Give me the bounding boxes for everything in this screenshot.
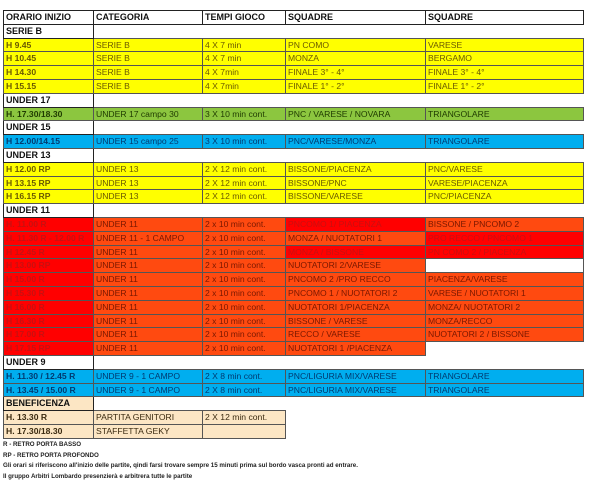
section-title[interactable]: SERIE B: [4, 24, 94, 38]
table-row: [4, 217, 584, 231]
cell-tempi[interactable]: 2 X 8 min cont.: [203, 383, 286, 397]
cell-orario[interactable]: H 15.00 R: [4, 273, 94, 287]
table-row: [4, 38, 584, 52]
table-row: [4, 245, 584, 259]
cell-squadra-1[interactable]: RECCO / VARESE: [286, 328, 426, 342]
cell-squadra-2[interactable]: BISSONE / PNCOMO 2: [426, 217, 584, 231]
cell-categoria[interactable]: UNDER 13: [94, 176, 203, 190]
cell-squadra-1[interactable]: FINALE 1° - 2°: [286, 79, 426, 93]
cell-tempi[interactable]: 2 X 8 min cont.: [203, 369, 286, 383]
table-row: [4, 190, 584, 204]
cell-tempi[interactable]: 2 x 10 min cont.: [203, 245, 286, 259]
cell-categoria[interactable]: UNDER 11: [94, 273, 203, 287]
cell-categoria[interactable]: UNDER 11: [94, 245, 203, 259]
cell-orario[interactable]: H 17.15 RP: [4, 342, 94, 356]
cell-tempi[interactable]: 4 X 7 min: [203, 38, 286, 52]
cell-squadra-1[interactable]: PN COMO: [286, 38, 426, 52]
cell-squadra-1[interactable]: MONZA / NUOTATORI 1: [286, 231, 426, 245]
cell-orario[interactable]: H 17.00 R: [4, 328, 94, 342]
cell-categoria[interactable]: UNDER 11: [94, 342, 203, 356]
cell-tempi[interactable]: 2 X 12 min cont.: [203, 411, 286, 425]
header-orario[interactable]: ORARIO INIZIO: [4, 11, 94, 25]
cell-tempi[interactable]: 2 X 12 min cont.: [203, 162, 286, 176]
cell-squadra-2[interactable]: TRIANGOLARE: [426, 383, 584, 397]
cell-squadra-1[interactable]: [286, 424, 426, 438]
cell-orario[interactable]: H. 13.45 / 15.00 R: [4, 383, 94, 397]
section-row: [4, 93, 584, 107]
table-row: [4, 107, 584, 121]
cell-squadra-1[interactable]: NUOTATORI 2/VARESE: [286, 259, 426, 273]
table-row: [4, 328, 584, 342]
cell-orario[interactable]: H 13.15 RP: [4, 176, 94, 190]
table-row: [4, 162, 584, 176]
cell-orario[interactable]: H. 11.00 R: [4, 217, 94, 231]
cell-squadra-2[interactable]: TRIANGOLARE: [426, 107, 584, 121]
cell-squadra-2[interactable]: FINALE 3° - 4°: [426, 66, 584, 80]
cell-categoria[interactable]: SERIE B: [94, 66, 203, 80]
cell-orario[interactable]: H 16.00 R: [4, 300, 94, 314]
cell-categoria[interactable]: STAFFETTA GEKY: [94, 424, 203, 438]
cell-squadra-1[interactable]: PNCOMO 1/ PIACENZA: [286, 217, 426, 231]
cell-squadra-2[interactable]: VARESE / NUOTATORI 1: [426, 286, 584, 300]
cell-orario[interactable]: H 16.15 RP: [4, 190, 94, 204]
table-row: [4, 176, 584, 190]
section-spacer: [94, 24, 584, 38]
table-row: [4, 273, 584, 287]
section-spacer: [94, 355, 584, 369]
note-timing: Gli orari si riferiscono all'inizio delle partite, qindi farsi trovare sempre 15 minuti prima sul bordo vasca pronti ad entrare.: [3, 462, 358, 469]
header-squadre-1[interactable]: SQUADRE: [286, 11, 426, 25]
cell-orario[interactable]: H 12.45 R: [4, 245, 94, 259]
cell-tempi[interactable]: 2 x 10 min cont.: [203, 217, 286, 231]
note-legend-rp: RP - RETRO PORTA PROFONDO: [3, 451, 99, 459]
table-row: [4, 259, 584, 273]
table-row: [4, 314, 584, 328]
cell-orario[interactable]: H. 11.30 R - 12.00 R: [4, 231, 94, 245]
cell-orario[interactable]: H 15.30 R: [4, 286, 94, 300]
cell-categoria[interactable]: UNDER 11 - 1 CAMPO: [94, 231, 203, 245]
cell-squadra-1[interactable]: PNC / VARESE / NOVARA: [286, 107, 426, 121]
section-row: [4, 204, 584, 218]
cell-squadra-2[interactable]: BERGAMO: [426, 52, 584, 66]
section-title[interactable]: UNDER 17: [4, 93, 94, 107]
header-tempi[interactable]: TEMPI GIOCO: [203, 11, 286, 25]
section-spacer: [94, 204, 584, 218]
table-row: [4, 52, 584, 66]
cell-categoria[interactable]: UNDER 13: [94, 190, 203, 204]
cell-categoria[interactable]: UNDER 11: [94, 328, 203, 342]
table-row: [4, 342, 584, 356]
cell-squadra-2[interactable]: MONZA/RECCO: [426, 314, 584, 328]
cell-tempi[interactable]: 2 x 10 min cont.: [203, 286, 286, 300]
notes: [3, 440, 358, 482]
section-title[interactable]: UNDER 13: [4, 148, 94, 162]
table-row: [4, 300, 584, 314]
cell-categoria[interactable]: UNDER 15 campo 25: [94, 135, 203, 149]
table-row: [4, 79, 584, 93]
cell-orario[interactable]: H. 11.30 / 12.45 R: [4, 369, 94, 383]
cell-tempi[interactable]: 3 X 10 min cont.: [203, 107, 286, 121]
cell-tempi[interactable]: 4 X 7min: [203, 66, 286, 80]
cell-categoria[interactable]: UNDER 13: [94, 162, 203, 176]
cell-squadra-2[interactable]: FINALE 1° - 2°: [426, 79, 584, 93]
cell-categoria[interactable]: UNDER 11: [94, 259, 203, 273]
cell-squadra-1[interactable]: PNCOMO 1 / NUOTATORI 2: [286, 286, 426, 300]
table-row: [4, 231, 584, 245]
table-row: [4, 424, 584, 438]
cell-categoria[interactable]: UNDER 11: [94, 286, 203, 300]
cell-squadra-2[interactable]: TRIANGOLARE: [426, 135, 584, 149]
section-spacer: [94, 148, 584, 162]
cell-tempi[interactable]: 4 X 7min: [203, 79, 286, 93]
section-spacer: [94, 121, 584, 135]
cell-tempi[interactable]: 2 x 10 min cont.: [203, 300, 286, 314]
cell-squadra-2[interactable]: PN COMO 2 / PIACENZA: [426, 245, 584, 259]
cell-squadra-1[interactable]: MONZA / BISSONE: [286, 245, 426, 259]
cell-tempi[interactable]: 2 x 10 min cont.: [203, 259, 286, 273]
cell-squadra-1[interactable]: BISSONE/PIACENZA: [286, 162, 426, 176]
section-row: [4, 121, 584, 135]
header-squadre-2[interactable]: SQUADRE: [426, 11, 584, 25]
cell-squadra-1[interactable]: NUOTATORI 1 /PIACENZA: [286, 342, 426, 356]
section-spacer: [94, 93, 584, 107]
cell-squadra-1[interactable]: PNC/LIGURIA MIX/VARESE: [286, 369, 426, 383]
cell-tempi[interactable]: 2 x 10 min cont.: [203, 342, 286, 356]
table-row: [4, 383, 584, 397]
cell-categoria[interactable]: UNDER 11: [94, 314, 203, 328]
cell-squadra-2[interactable]: PRO RECCO / PNCOMO 1: [426, 231, 584, 245]
cell-tempi[interactable]: 3 X 10 min cont.: [203, 135, 286, 149]
cell-orario[interactable]: H 16.30 R: [4, 314, 94, 328]
cell-categoria[interactable]: PARTITA GENITORI: [94, 411, 203, 425]
cell-squadra-1[interactable]: FINALE 3° - 4°: [286, 66, 426, 80]
note-referees: Il gruppo Arbitri Lombardo presenzierà e arbitrera tutte le partite: [3, 472, 193, 480]
cell-orario[interactable]: H 15.15: [4, 79, 94, 93]
table-row: [4, 411, 584, 425]
cell-orario[interactable]: H 13.00 RP: [4, 259, 94, 273]
cell-categoria[interactable]: UNDER 11: [94, 217, 203, 231]
cell-squadra-1[interactable]: BISSONE/VARESE: [286, 190, 426, 204]
cell-squadra-2[interactable]: PIACENZA/VARESE: [426, 273, 584, 287]
cell-squadra-2[interactable]: PNC/VARESE: [426, 162, 584, 176]
cell-orario[interactable]: H 12.00/14.15: [4, 135, 94, 149]
cell-squadra-2[interactable]: NUOTATORI 2 / BISSONE: [426, 328, 584, 342]
cell-tempi[interactable]: [203, 424, 286, 438]
schedule-table: [3, 10, 584, 439]
header-row: [4, 11, 584, 25]
cell-squadra-2[interactable]: [426, 411, 584, 425]
cell-orario[interactable]: H. 17.30/18.30: [4, 107, 94, 121]
section-row: [4, 148, 584, 162]
section-spacer: [94, 397, 584, 411]
section-title[interactable]: BENEFICENZA: [4, 397, 94, 411]
cell-squadra-1[interactable]: PNCOMO 2 /PRO RECCO: [286, 273, 426, 287]
cell-categoria[interactable]: UNDER 9 - 1 CAMPO: [94, 369, 203, 383]
section-title[interactable]: UNDER 15: [4, 121, 94, 135]
cell-squadra-2[interactable]: [426, 259, 584, 273]
cell-orario[interactable]: H. 17.30/18.30: [4, 424, 94, 438]
cell-categoria[interactable]: UNDER 11: [94, 300, 203, 314]
cell-squadra-2[interactable]: [426, 424, 584, 438]
section-row: [4, 24, 584, 38]
cell-squadra-1[interactable]: PNC/VARESE/MONZA: [286, 135, 426, 149]
cell-orario[interactable]: H 9.45: [4, 38, 94, 52]
table-row: [4, 286, 584, 300]
cell-tempi[interactable]: 2 X 12 min cont.: [203, 176, 286, 190]
cell-squadra-2[interactable]: TRIANGOLARE: [426, 369, 584, 383]
section-title[interactable]: UNDER 9: [4, 355, 94, 369]
cell-tempi[interactable]: 2 x 10 min cont.: [203, 328, 286, 342]
section-row: [4, 397, 584, 411]
table-row: [4, 369, 584, 383]
cell-squadra-2[interactable]: MONZA/ NUOTATORI 2: [426, 300, 584, 314]
cell-squadra-2[interactable]: VARESE: [426, 38, 584, 52]
cell-tempi[interactable]: 2 x 10 min cont.: [203, 314, 286, 328]
table-row: [4, 66, 584, 80]
cell-squadra-1[interactable]: PNC/LIGURIA MIX/VARESE: [286, 383, 426, 397]
cell-squadra-1[interactable]: BISSONE / VARESE: [286, 314, 426, 328]
cell-categoria[interactable]: UNDER 17 campo 30: [94, 107, 203, 121]
cell-squadra-1[interactable]: BISSONE/PNC: [286, 176, 426, 190]
cell-categoria[interactable]: SERIE B: [94, 38, 203, 52]
cell-squadra-1[interactable]: MONZA: [286, 52, 426, 66]
cell-orario[interactable]: H 14.30: [4, 66, 94, 80]
cell-squadra-1[interactable]: [286, 411, 426, 425]
header-categoria[interactable]: CATEGORIA: [94, 11, 203, 25]
cell-tempi[interactable]: 2 x 10 min cont.: [203, 231, 286, 245]
cell-orario[interactable]: H 10.45: [4, 52, 94, 66]
cell-orario[interactable]: H 12.00 RP: [4, 162, 94, 176]
cell-categoria[interactable]: UNDER 9 - 1 CAMPO: [94, 383, 203, 397]
note-legend-r: R - RETRO PORTA BASSO: [3, 441, 82, 448]
cell-tempi[interactable]: 2 x 10 min cont.: [203, 273, 286, 287]
cell-categoria[interactable]: SERIE B: [94, 79, 203, 93]
section-row: [4, 355, 584, 369]
section-title[interactable]: UNDER 11: [4, 204, 94, 218]
cell-categoria[interactable]: SERIE B: [94, 52, 203, 66]
table-row: [4, 135, 584, 149]
cell-tempi[interactable]: 4 X 7 min: [203, 52, 286, 66]
cell-squadra-2[interactable]: PNC/PIACENZA: [426, 190, 584, 204]
cell-tempi[interactable]: 2 X 12 min cont.: [203, 190, 286, 204]
cell-orario[interactable]: H. 13.30 R: [4, 411, 94, 425]
cell-squadra-2[interactable]: VARESE/PIACENZA: [426, 176, 584, 190]
cell-squadra-2[interactable]: [426, 342, 584, 356]
cell-squadra-1[interactable]: NUOTATORI 1/PIACENZA: [286, 300, 426, 314]
